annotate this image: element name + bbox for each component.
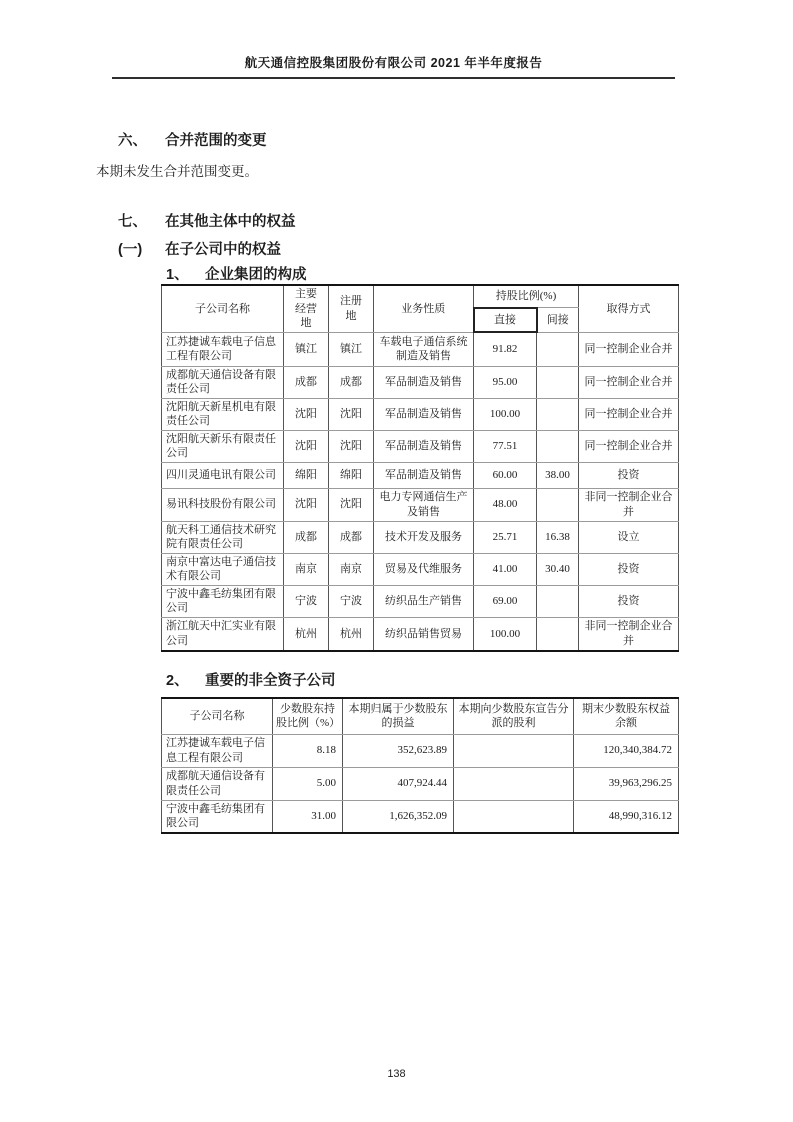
cell-main-place: 成都 [284, 521, 329, 553]
cell-registered-place: 成都 [329, 366, 374, 398]
col-indirect: 间接 [537, 308, 579, 333]
cell-name: 航天科工通信技术研究院有限责任公司 [162, 521, 284, 553]
cell-declared-dividend [454, 800, 574, 833]
cell-registered-place: 镇江 [329, 332, 374, 366]
cell-indirect [537, 488, 579, 521]
cell-indirect [537, 398, 579, 430]
cell-name: 成都航天通信设备有限责任公司 [162, 767, 273, 800]
cell-name: 南京中富达电子通信技术有限公司 [162, 553, 284, 585]
cell-acquisition: 同一控制企业合并 [579, 366, 679, 398]
cell-name: 江苏捷诚车载电子信息工程有限公司 [162, 332, 284, 366]
report-title: 航天通信控股集团股份有限公司 2021 年半年度报告 [244, 56, 543, 70]
col-direct: 直接 [474, 308, 537, 333]
cell-indirect [537, 430, 579, 462]
cell-acquisition: 同一控制企业合并 [579, 332, 679, 366]
cell-direct: 77.51 [474, 430, 537, 462]
cell-indirect [537, 617, 579, 651]
table-row [162, 767, 679, 800]
cell-minority-profit-loss: 407,924.44 [343, 767, 454, 800]
cell-main-place: 绵阳 [284, 462, 329, 488]
cell-main-place: 南京 [284, 553, 329, 585]
cell-acquisition: 投资 [579, 585, 679, 617]
cell-indirect [537, 585, 579, 617]
cell-main-place: 杭州 [284, 617, 329, 651]
page-number: 138 [387, 1068, 406, 1080]
table-row [162, 332, 679, 366]
table-row [162, 430, 679, 462]
cell-indirect: 30.40 [537, 553, 579, 585]
page-header [112, 53, 675, 79]
cell-registered-place: 绵阳 [329, 462, 374, 488]
cell-declared-dividend [454, 767, 574, 800]
non-wholly-owned-subsidiaries-table [161, 697, 679, 834]
col-ending-minority-equity: 期末少数股东权益余额 [574, 698, 679, 734]
subsection-1-number: (一) [118, 242, 143, 258]
table-row [162, 398, 679, 430]
cell-registered-place: 成都 [329, 521, 374, 553]
cell-business: 车载电子通信系统制造及销售 [374, 332, 474, 366]
table-row [162, 488, 679, 521]
col-business-nature: 业务性质 [374, 285, 474, 332]
cell-acquisition: 非同一控制企业合并 [579, 617, 679, 651]
cell-name: 沈阳航天新乐有限责任公司 [162, 430, 284, 462]
col-subsidiary-name: 子公司名称 [162, 698, 273, 734]
cell-acquisition: 同一控制企业合并 [579, 398, 679, 430]
cell-acquisition: 设立 [579, 521, 679, 553]
cell-registered-place: 南京 [329, 553, 374, 585]
table-row [162, 553, 679, 585]
cell-registered-place: 沈阳 [329, 488, 374, 521]
table-row [162, 366, 679, 398]
cell-main-place: 镇江 [284, 332, 329, 366]
section-6-title: 合并范围的变更 [165, 133, 267, 149]
cell-main-place: 宁波 [284, 585, 329, 617]
cell-direct: 41.00 [474, 553, 537, 585]
cell-minority-profit-loss: 1,626,352.09 [343, 800, 454, 833]
cell-acquisition: 投资 [579, 553, 679, 585]
cell-ending-minority-equity: 48,990,316.12 [574, 800, 679, 833]
cell-business: 军品制造及销售 [374, 430, 474, 462]
table-row [162, 800, 679, 833]
table-row [162, 521, 679, 553]
cell-indirect: 38.00 [537, 462, 579, 488]
cell-name: 易讯科技股份有限公司 [162, 488, 284, 521]
cell-name: 浙江航天中汇实业有限公司 [162, 617, 284, 651]
table-row [162, 617, 679, 651]
cell-direct: 25.71 [474, 521, 537, 553]
section-6-number: 六、 [118, 133, 147, 149]
cell-direct: 100.00 [474, 617, 537, 651]
col-main-place: 主要经营地 [284, 285, 329, 332]
cell-business: 军品制造及销售 [374, 398, 474, 430]
cell-main-place: 沈阳 [284, 488, 329, 521]
section-7-heading [118, 210, 296, 231]
cell-acquisition: 非同一控制企业合并 [579, 488, 679, 521]
section-7-title: 在其他主体中的权益 [165, 214, 296, 230]
section-6-heading [118, 129, 267, 150]
cell-business: 军品制造及销售 [374, 366, 474, 398]
cell-name: 宁波中鑫毛纺集团有限公司 [162, 585, 284, 617]
table2-heading [166, 669, 336, 690]
cell-direct: 60.00 [474, 462, 537, 488]
col-minority-ratio: 少数股东持股比例（%） [273, 698, 343, 734]
cell-acquisition: 同一控制企业合并 [579, 430, 679, 462]
cell-acquisition: 投资 [579, 462, 679, 488]
cell-minority-ratio: 8.18 [273, 734, 343, 767]
cell-direct: 48.00 [474, 488, 537, 521]
cell-minority-ratio: 5.00 [273, 767, 343, 800]
cell-business: 军品制造及销售 [374, 462, 474, 488]
table-row [162, 462, 679, 488]
section-7-number: 七、 [118, 214, 147, 230]
cell-declared-dividend [454, 734, 574, 767]
table1-title: 企业集团的构成 [205, 267, 307, 283]
cell-indirect [537, 366, 579, 398]
cell-main-place: 沈阳 [284, 398, 329, 430]
cell-registered-place: 宁波 [329, 585, 374, 617]
subsection-1-heading [118, 238, 281, 259]
cell-name: 沈阳航天新星机电有限责任公司 [162, 398, 284, 430]
cell-business: 技术开发及服务 [374, 521, 474, 553]
cell-minority-profit-loss: 352,623.89 [343, 734, 454, 767]
cell-registered-place: 沈阳 [329, 430, 374, 462]
cell-direct: 69.00 [474, 585, 537, 617]
cell-business: 纺织品销售贸易 [374, 617, 474, 651]
table1-number: 1、 [166, 267, 189, 283]
table2-header-row [162, 698, 679, 734]
table2-title: 重要的非全资子公司 [205, 673, 336, 689]
cell-business: 纺织品生产销售 [374, 585, 474, 617]
cell-direct: 100.00 [474, 398, 537, 430]
cell-name: 成都航天通信设备有限责任公司 [162, 366, 284, 398]
cell-indirect: 16.38 [537, 521, 579, 553]
cell-direct: 95.00 [474, 366, 537, 398]
cell-ending-minority-equity: 120,340,384.72 [574, 734, 679, 767]
cell-name: 江苏捷诚车载电子信息工程有限公司 [162, 734, 273, 767]
table-row [162, 585, 679, 617]
section-6-body: 本期未发生合并范围变更。 [96, 164, 258, 179]
col-minority-profit-loss: 本期归属于少数股东的损益 [343, 698, 454, 734]
table-row [162, 734, 679, 767]
group-composition-table [161, 284, 679, 652]
table1-header-row-1 [162, 285, 679, 308]
subsection-1-title: 在子公司中的权益 [165, 242, 281, 258]
cell-main-place: 沈阳 [284, 430, 329, 462]
cell-main-place: 成都 [284, 366, 329, 398]
cell-ending-minority-equity: 39,963,296.25 [574, 767, 679, 800]
cell-minority-ratio: 31.00 [273, 800, 343, 833]
cell-indirect [537, 332, 579, 366]
col-subsidiary-name: 子公司名称 [162, 285, 284, 332]
cell-business: 贸易及代维服务 [374, 553, 474, 585]
cell-business: 电力专网通信生产及销售 [374, 488, 474, 521]
col-shareholding-ratio: 持股比例(%) [474, 285, 579, 308]
cell-direct: 91.82 [474, 332, 537, 366]
cell-registered-place: 杭州 [329, 617, 374, 651]
cell-registered-place: 沈阳 [329, 398, 374, 430]
cell-name: 四川灵通电讯有限公司 [162, 462, 284, 488]
col-acquisition-method: 取得方式 [579, 285, 679, 332]
table2-number: 2、 [166, 673, 189, 689]
table1-heading [166, 263, 307, 284]
col-declared-dividend: 本期向少数股东宣告分派的股利 [454, 698, 574, 734]
col-registered-place: 注册地 [329, 285, 374, 332]
cell-name: 宁波中鑫毛纺集团有限公司 [162, 800, 273, 833]
